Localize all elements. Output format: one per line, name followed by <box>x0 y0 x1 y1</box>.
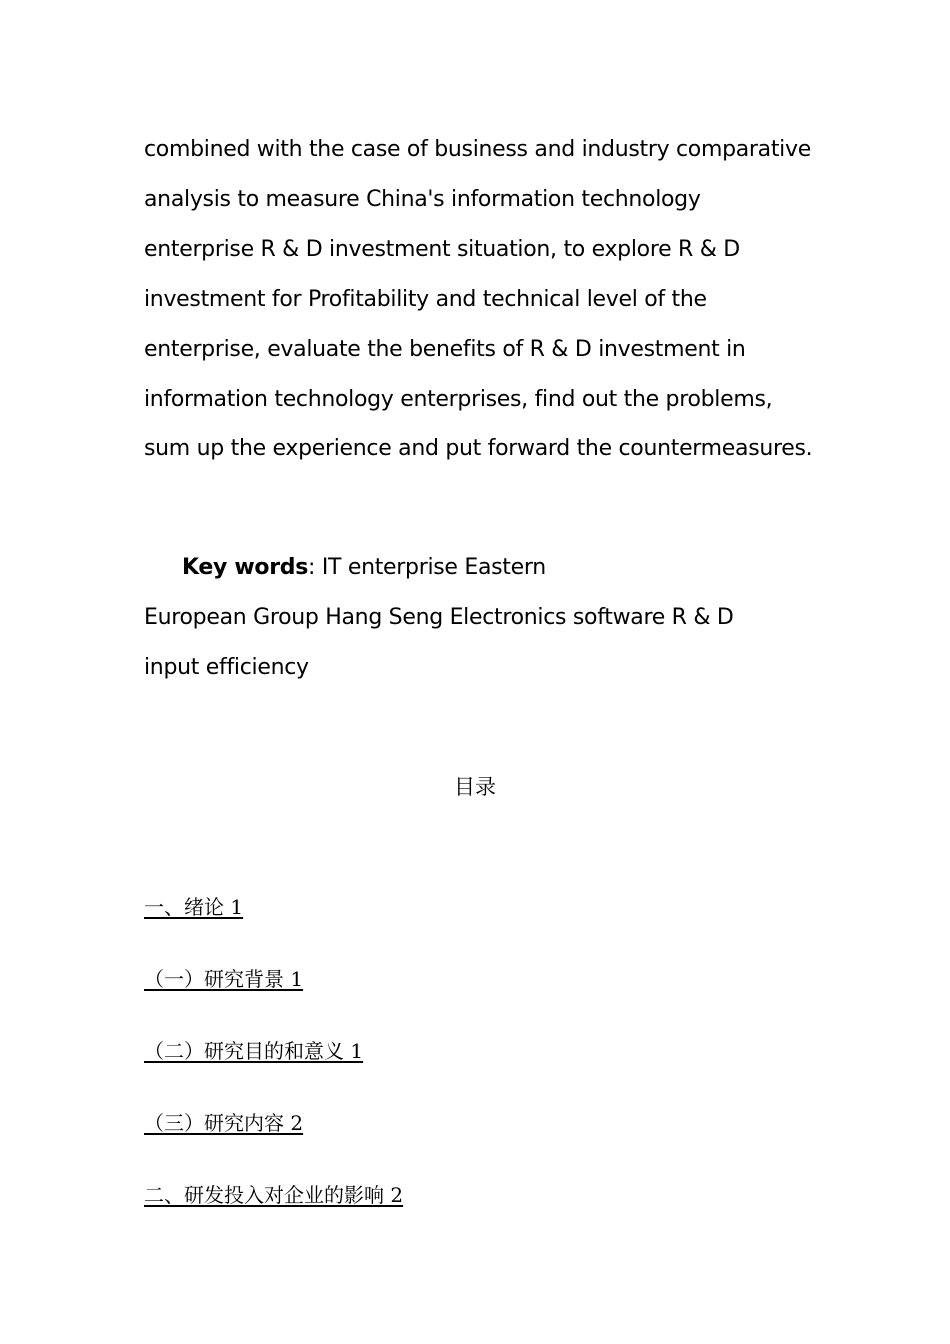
keywords-separator: : <box>308 555 322 580</box>
keywords-text: IT enterprise Eastern <box>321 555 546 580</box>
abstract-line: sum up the experience and put forward the countermeasures. <box>144 436 813 461</box>
abstract-line: enterprise R & D investment situation, to explore R & D <box>144 237 740 262</box>
keywords-line: input efficiency <box>144 655 309 680</box>
keywords-label: Key words <box>182 555 309 580</box>
toc-link[interactable]: 二、研发投入对企业的影响 2 <box>144 1183 404 1207</box>
toc-link[interactable]: （一）研究背景 1 <box>144 967 304 991</box>
toc-link[interactable]: （三）研究内容 2 <box>144 1111 304 1135</box>
keywords-first-line <box>182 553 546 583</box>
toc-link[interactable]: 一、绪论 1 <box>144 895 244 919</box>
abstract-line: combined with the case of business and industry comparative <box>144 137 811 162</box>
abstract-line: information technology enterprises, find out the problems, <box>144 387 773 412</box>
keywords-line: European Group Hang Seng Electronics software R & D <box>144 605 734 630</box>
toc-link[interactable]: （二）研究目的和意义 1 <box>144 1039 364 1063</box>
toc-title: 目录 <box>454 775 496 799</box>
abstract-line: enterprise, evaluate the benefits of R & D investment in <box>144 337 746 362</box>
abstract-line: analysis to measure China's information technology <box>144 187 701 212</box>
abstract-line: investment for Profitability and technical level of the <box>144 287 707 312</box>
